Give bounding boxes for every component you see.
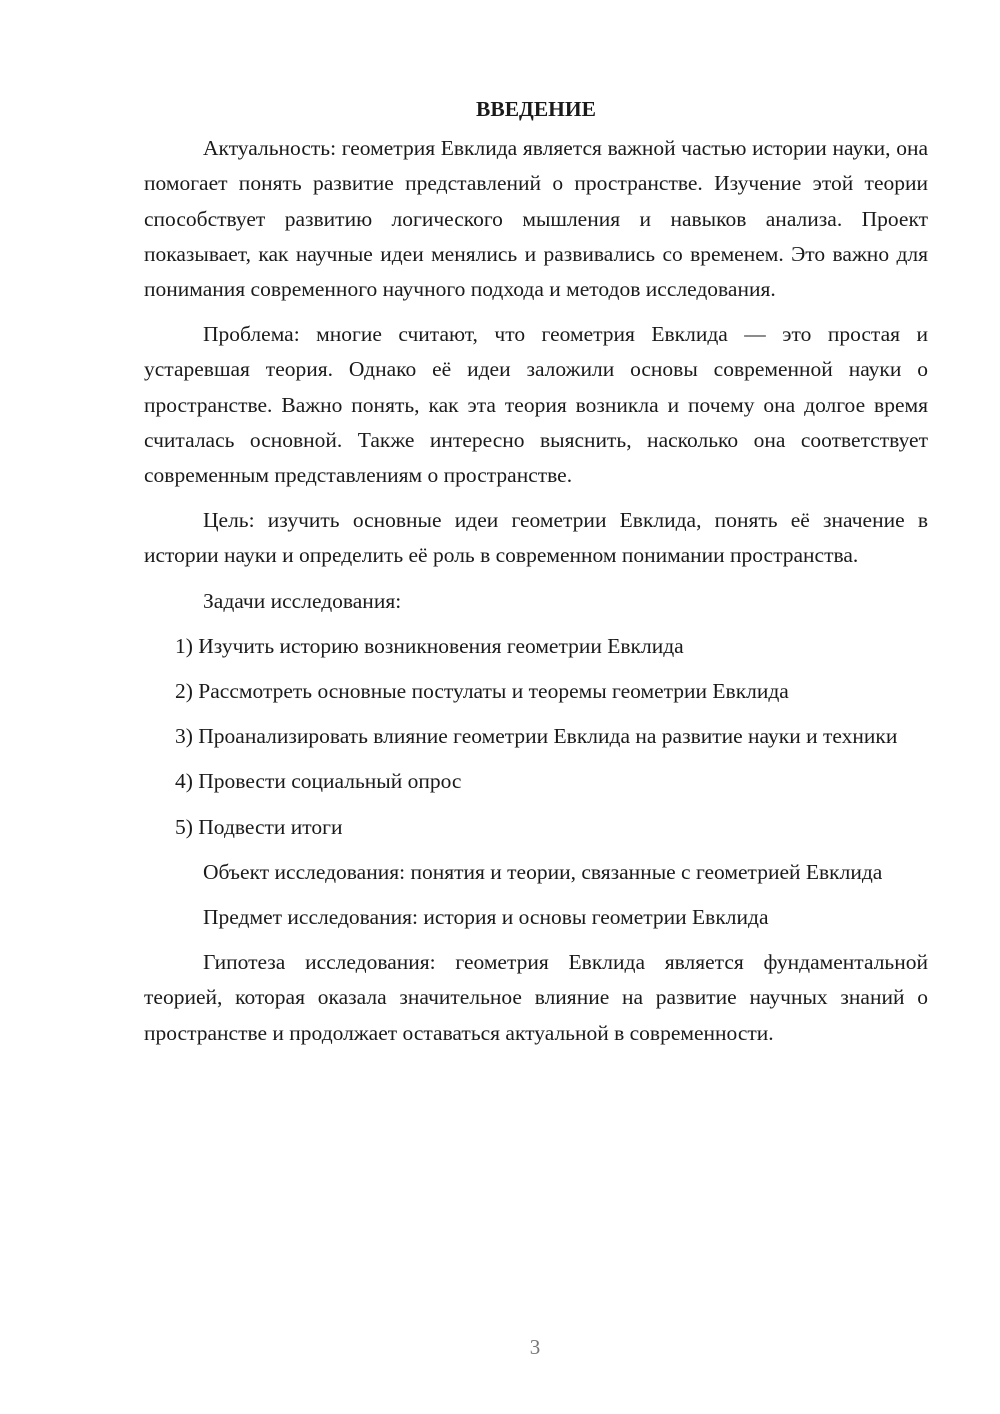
task-item-3: 3) Проанализировать влияние геометрии Евклида на развитие науки и техники — [175, 724, 898, 749]
tasks-heading: Задачи исследования: — [203, 588, 402, 613]
page-number: 3 — [529, 1335, 541, 1359]
page-title: ВВЕДЕНИЕ — [476, 97, 596, 121]
task-item-2: 2) Рассмотреть основные постулаты и теоремы геометрии Евклида — [175, 679, 789, 704]
task-item-4: 4) Провести социальный опрос — [175, 769, 462, 794]
hypothesis-paragraph: Гипотеза исследования: геометрия Евклида является фундаментальной теорией, которая оказала значительное влияние на развитие научных знаний о пространстве и продолжает оставаться актуальной в современности. — [144, 950, 928, 1045]
problem-paragraph: Проблема: многие считают, что геометрия Евклида — это простая и устаревшая теория. Однако её идеи заложили основы современной науки о пространстве. Важно понять, как эта теория возникла и почему она долгое время считалась основной. Также интересно выяснить, насколько она соответствует современным представлениям о пространстве. — [144, 322, 928, 488]
relevance-paragraph: Актуальность: геометрия Евклида является важной частью истории науки, она помогает понять развитие представлений о пространстве. Изучение этой теории способствует развитию логического мышления и навыков анализа. Проект показывает, как научные идеи менялись и развивались со временем. Это важно для понимания современного научного подхода и методов исследования. — [144, 136, 928, 302]
page-content — [144, 92, 928, 1061]
task-item-5: 5) Подвести итоги — [175, 814, 343, 839]
subject-paragraph: Предмет исследования: история и основы геометрии Евклида — [203, 905, 769, 930]
goal-paragraph: Цель: изучить основные идеи геометрии Евклида, понять её значение в истории науки и определить её роль в современном понимании пространства. — [144, 508, 928, 568]
object-paragraph: Объект исследования: понятия и теории, связанные с геометрией Евклида — [203, 859, 883, 884]
task-item-1: 1) Изучить историю возникновения геометрии Евклида — [175, 633, 684, 658]
